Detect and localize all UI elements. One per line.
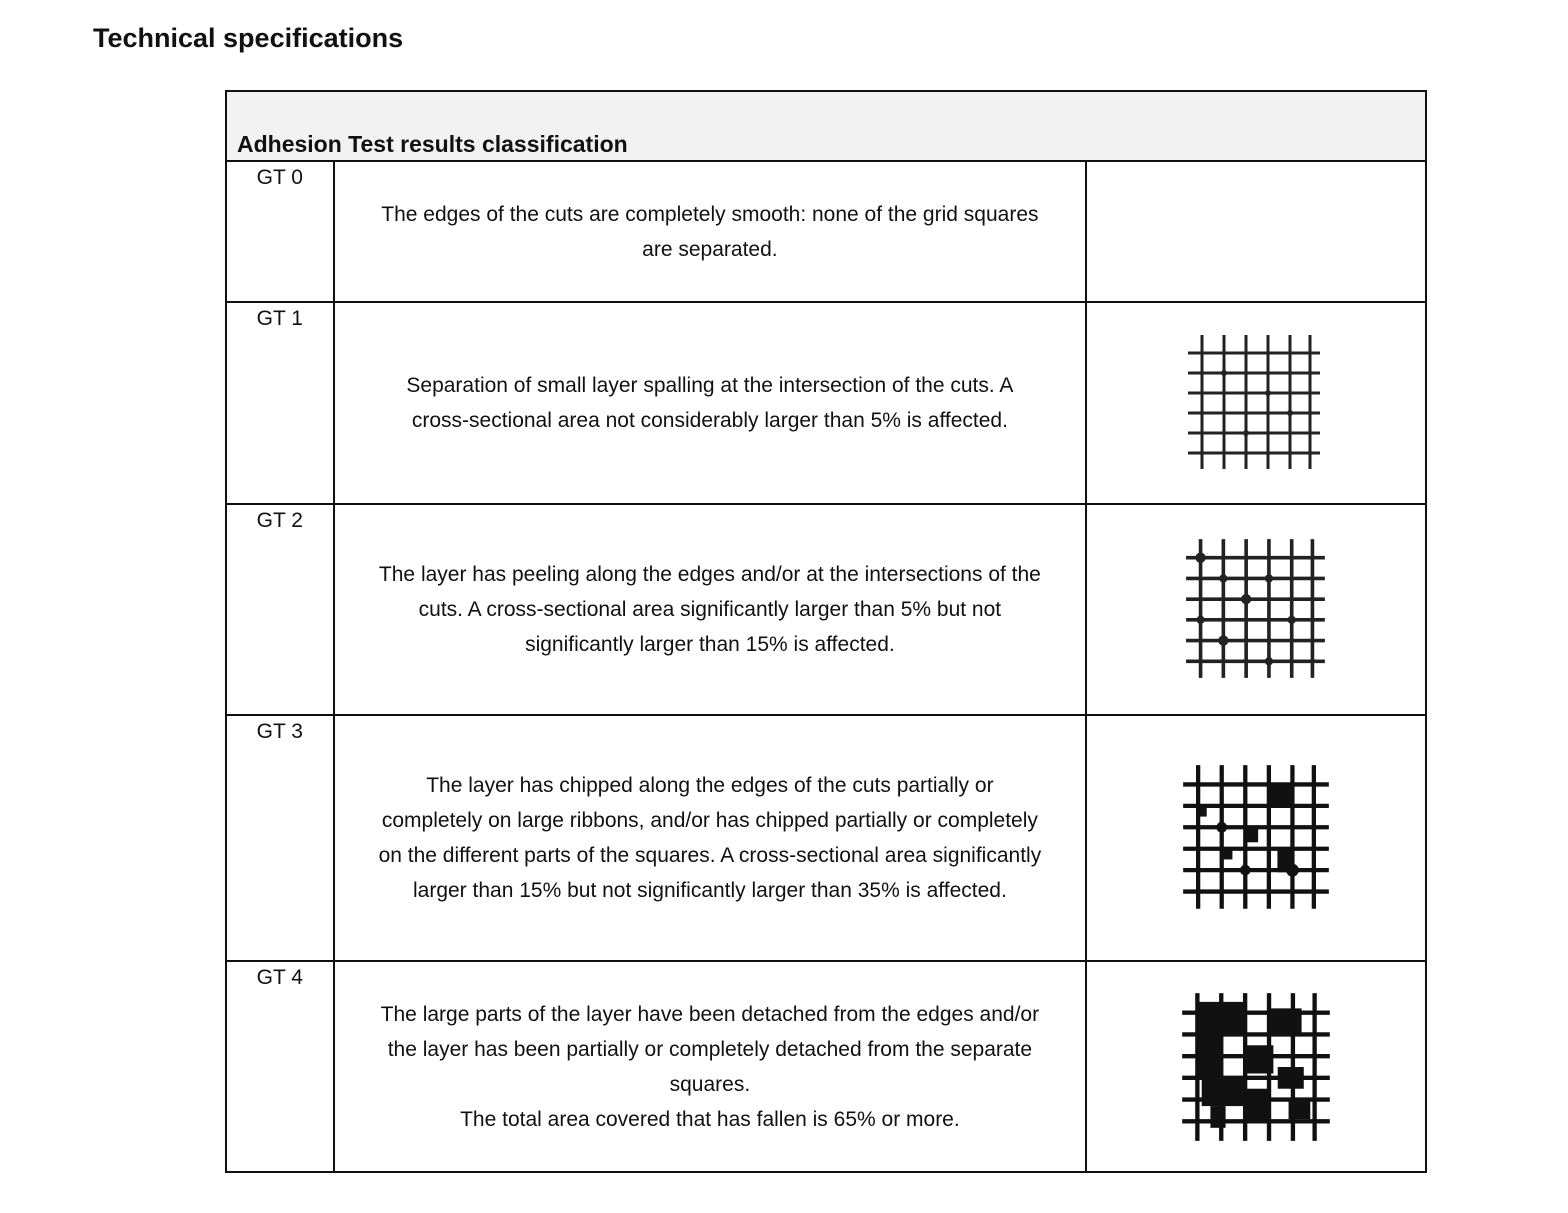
grade-label: GT 1	[226, 302, 334, 504]
description-line: The edges of the cuts are completely smooth: none of the grid squares	[381, 202, 1039, 226]
grade-image	[1086, 302, 1426, 504]
description-line: are separated.	[642, 237, 778, 261]
cross-cut-grid-gt2-icon	[1184, 537, 1329, 682]
description-line: completely on large ribbons, and/or has chipped partially or completely	[381, 809, 1038, 832]
table-header: Adhesion Test results classification	[226, 91, 1426, 161]
grade-image-empty	[1086, 161, 1426, 302]
grade-label: GT 2	[226, 504, 334, 715]
grade-label: GT 3	[226, 715, 334, 961]
description-line: cross-sectional area not considerably larger than 5% is affected.	[411, 409, 1008, 432]
cross-cut-grid-gt1-icon	[1186, 333, 1326, 473]
description-line: Separation of small layer spalling at the intersection of the cuts. A	[406, 374, 1014, 397]
description-line: The layer has peeling along the edges and/or at the intersections of the	[378, 563, 1041, 586]
grade-description	[334, 715, 1087, 961]
table-row	[226, 302, 1426, 504]
grade-description	[334, 961, 1087, 1172]
adhesion-classification-table	[225, 90, 1427, 1173]
table-row	[226, 961, 1426, 1172]
grade-label: GT 4	[226, 961, 334, 1172]
grade-image	[1086, 715, 1426, 961]
table-row	[226, 504, 1426, 715]
description-line: significantly larger than 15% is affected.	[525, 633, 895, 656]
grade-description	[334, 302, 1087, 504]
description-line: The large parts of the layer have been detached from the edges and/or	[380, 1002, 1040, 1026]
grade-image	[1086, 961, 1426, 1172]
cross-cut-grid-gt4-icon	[1180, 991, 1332, 1143]
page-title: Technical specifications	[93, 23, 404, 53]
description-line: squares.	[669, 1072, 751, 1096]
grade-description	[334, 161, 1087, 302]
grade-description	[334, 504, 1087, 715]
grade-label: GT 0	[226, 161, 334, 302]
description-line: cuts. A cross-sectional area significantly larger than 5% but not	[418, 598, 1002, 621]
description-line: larger than 15% but not significantly larger than 35% is affected.	[412, 879, 1007, 902]
description-line: The total area covered that has fallen is 65% or more.	[460, 1107, 960, 1131]
cross-cut-grid-gt3-icon	[1181, 763, 1331, 913]
grade-image	[1086, 504, 1426, 715]
description-line: the layer has been partially or completely detached from the separate	[387, 1037, 1033, 1061]
table-row	[226, 715, 1426, 961]
description-line: on the different parts of the squares. A cross-sectional area significantly	[378, 844, 1042, 867]
table-row	[226, 161, 1426, 302]
description-line: The layer has chipped along the edges of the cuts partially or	[426, 774, 994, 797]
